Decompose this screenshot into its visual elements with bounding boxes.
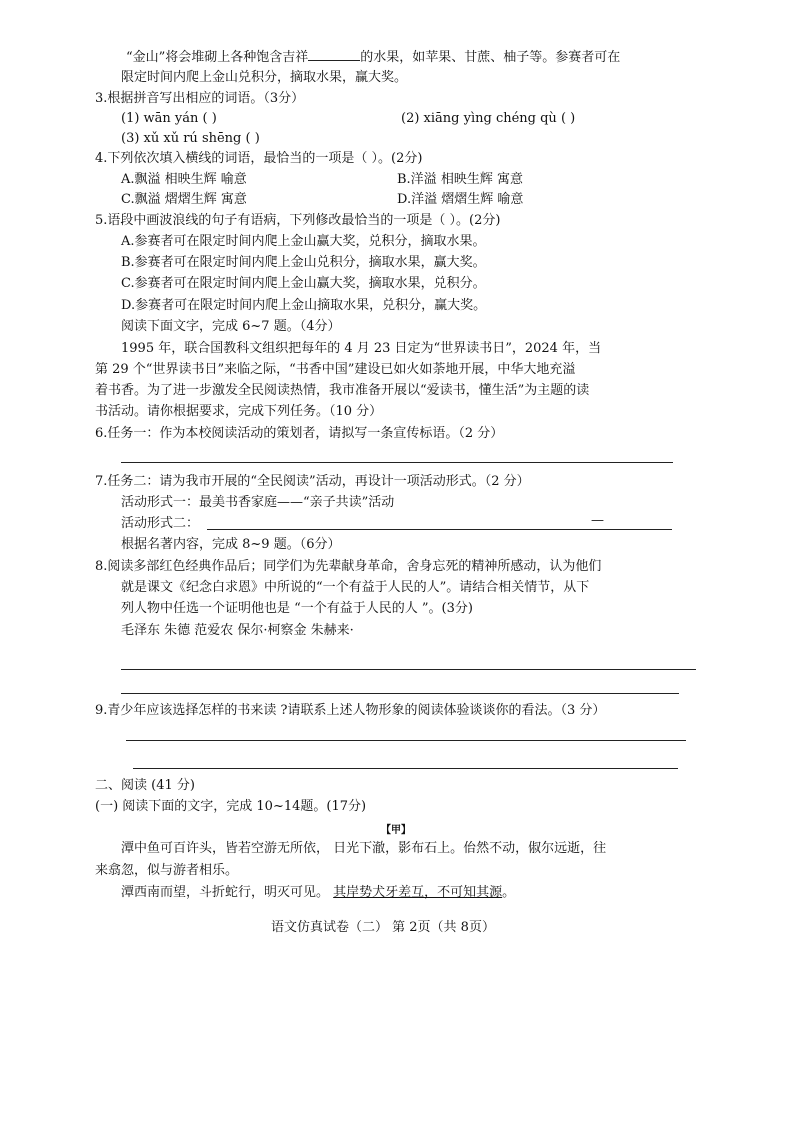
q8-line-3: 列人物中任选一个证明他也是 “一个有益于人民的人 ”。(3分): [121, 601, 473, 616]
q7-form-1: 活动形式一：最美书香家庭——“亲子共读”活动: [121, 495, 395, 510]
q5-option-c: C.参赛者可在限定时间内爬上金山赢大奖，摘取水果，兑积分。: [121, 276, 486, 291]
q6-stem: 6.任务一：作为本校阅读活动的策划者，请拟写一条宣传标语。（2 分）: [95, 426, 504, 441]
q3-item-3: (3) xǔ xǔ rú shēng ( ): [121, 131, 260, 146]
intro-line-2: 限定时间内爬上金山兑积分，摘取水果，赢大奖。: [121, 70, 408, 85]
reading-6-7-para-4: 书活动。请你根据要求，完成下列任务。（10 分）: [95, 404, 383, 419]
passage-jia-line-2: 来翕忽，似与游者相乐。: [95, 863, 239, 878]
q4-option-a: A.飘溢 相映生辉 喻意: [121, 172, 247, 187]
q3-item-2: (2) xiāng yìng chéng qù ( ): [401, 111, 576, 126]
q7-form-2-dash: —: [591, 513, 604, 528]
reading-6-7-para-1: 1995 年，联合国教科文组织把每年的 4 月 23 日定为“世界读书日”，2024 年，当: [121, 341, 602, 356]
q7-stem: 7.任务二：请为我市开展的“全民阅读”活动，再设计一项活动形式。（2 分）: [95, 474, 530, 489]
q9-answer-line-1[interactable]: [126, 740, 686, 741]
intro-line-1-a: “金山”将会堆砌上各种饱含吉祥: [126, 50, 309, 65]
reading-6-7-para-3: 着书香。为了进一步激发全民阅读热情，我市准备开展以“爱读书，懂生活”为主题的读: [95, 383, 590, 398]
intro-line-1: [126, 48, 620, 67]
q4-option-c: C.飘溢 熠熠生辉 寓意: [121, 192, 247, 207]
section-2-title: 二、阅读 (41 分): [95, 778, 195, 793]
passage-jia-line-3-a: 潭西南而望，斗折蛇行，明灭可见。: [121, 885, 330, 900]
reading-6-7-para-2: 第 29 个“世界读书日”来临之际，“书香中国”建设已如火如荼地开展，中华大地充溢: [95, 362, 576, 377]
q5-option-b: B.参赛者可在限定时间内爬上金山兑积分，摘取水果，赢大奖。: [121, 255, 486, 270]
reading-8-9-instruction: 根据名著内容，完成 8~9 题。（6分）: [121, 537, 341, 552]
q3-stem: 3.根据拼音写出相应的词语。（3分）: [95, 91, 305, 106]
q7-form-2-label: 活动形式二：: [121, 516, 200, 531]
section-2-sub-1: (一) 阅读下面的文字，完成 10~14题。(17分): [95, 799, 367, 814]
q9-answer-line-2[interactable]: [133, 768, 678, 769]
q8-answer-line-2[interactable]: [121, 693, 679, 694]
q8-line-1: 8.阅读多部红色经典作品后；同学们为先辈献身革命，舍身忘死的精神所感动，认为他们: [95, 559, 602, 574]
q3-item-1: (1) wān yán ( ): [121, 111, 217, 126]
q8-names: 毛泽东 朱德 范爱农 保尔·柯察金 朱赫来·: [121, 623, 354, 638]
q4-option-b: B.洋溢 相映生辉 寓意: [397, 172, 523, 187]
passage-jia-line-3: [121, 884, 515, 902]
intro-line-1-b: 的水果，如苹果、甘蔗、柚子等。参赛者可在: [360, 50, 621, 65]
q9-stem: 9.青少年应该选择怎样的书来读 ?请联系上述人物形象的阅读体验谈谈你的看法。（3 分）: [95, 703, 606, 718]
passage-jia-label: 【甲】: [381, 825, 411, 836]
q5-stem: 5.语段中画波浪线的句子有语病，下列修改最恰当的一项是（ ）。(2分): [95, 213, 501, 228]
q4-stem: 4.下列依次填入横线的词语，最恰当的一项是（ ）。(2分): [95, 151, 423, 166]
passage-jia-line-3-c: 。: [502, 885, 516, 900]
q8-line-2: 就是课文《纪念白求恩》中所说的“一个有益于人民的人”。请结合相关情节，从下: [121, 580, 590, 595]
underlined-sentence: 其岸势犬牙差互，不可知其源: [333, 885, 503, 900]
q6-answer-line[interactable]: [121, 462, 673, 463]
q5-option-a: A.参赛者可在限定时间内爬上金山赢大奖，兑积分，摘取水果。: [121, 234, 486, 249]
reading-6-7-instruction: 阅读下面文字，完成 6~7 题。（4分）: [121, 319, 341, 334]
passage-jia-line-1: 潭中鱼可百许头，皆若空游无所依， 日光下澈，影布石上。佁然不动，俶尔远逝，往: [121, 841, 607, 856]
q8-answer-line-1[interactable]: [121, 669, 696, 670]
q4-option-d: D.洋溢 熠熠生辉 喻意: [397, 192, 524, 207]
q5-option-d: D.参赛者可在限定时间内爬上金山摘取水果，兑积分，赢大奖。: [121, 298, 487, 313]
fill-blank: [308, 48, 360, 61]
page-footer: 语文仿真试卷（二） 第 2页（共 8页）: [271, 920, 495, 935]
